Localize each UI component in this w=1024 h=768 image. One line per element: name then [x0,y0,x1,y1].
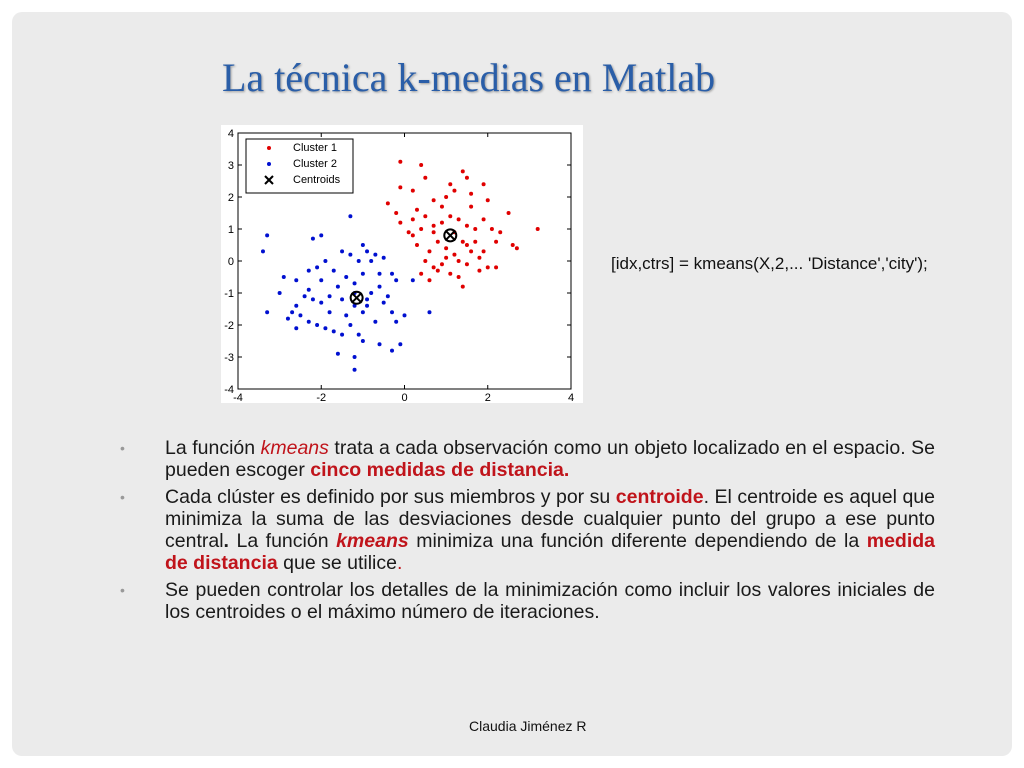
cluster2-point [298,313,302,317]
cluster1-point [507,211,511,215]
code-snippet: [idx,ctrs] = kmeans(X,2,... 'Distance','city'); [611,254,928,273]
cluster1-point [490,227,494,231]
cluster2-point [323,259,327,263]
cluster1-point [432,265,436,269]
bullet-text: Cada clúster es definido por sus miembros y por su [165,486,616,508]
cluster1-point [419,272,423,276]
slide-title: La técnica k-medias en Matlab [222,55,716,100]
cluster2-point [278,291,282,295]
cluster1-point [411,189,415,193]
cluster2-point [319,278,323,282]
cluster2-point [307,269,311,273]
cluster2-point [365,297,369,301]
bullet-marker: • [120,582,125,598]
bullet-marker: • [120,489,125,505]
y-tick-label: -4 [224,384,234,396]
bullet-text: Se pueden controlar los detalles de la minimización como incluir los valores iniciales de los centroides o el máximo número de iteraciones. [165,579,935,623]
legend-marker-cluster2 [267,162,271,166]
cluster2-point [357,333,361,337]
legend-label: Cluster 1 [293,142,338,154]
scatter-plot [221,125,583,403]
cluster1-point [398,160,402,164]
cluster1-point [398,221,402,225]
cluster1-point [423,259,427,263]
cluster2-point [286,317,290,321]
cluster1-point [415,243,419,247]
cluster1-point [419,227,423,231]
cluster1-point [440,205,444,209]
cluster2-point [340,333,344,337]
cluster1-point [419,163,423,167]
cluster1-point [423,176,427,180]
cluster2-point [332,329,336,333]
cluster1-point [465,262,469,266]
cluster2-point [315,323,319,327]
cluster1-point [427,249,431,253]
y-tick-label: 0 [227,256,234,268]
cluster2-point [348,323,352,327]
bullet-text: que se utilice [277,552,397,574]
cluster2-point [348,214,352,218]
cluster1-point [469,249,473,253]
cluster2-point [340,297,344,301]
cluster2-point [394,278,398,282]
cluster1-point [461,169,465,173]
cluster1-point [457,259,461,263]
bullet-list [120,437,935,628]
cluster1-point [494,265,498,269]
cluster2-point [265,233,269,237]
cluster2-point [427,310,431,314]
cluster2-point [369,259,373,263]
bullet-item [120,437,935,481]
footer-author: Claudia Jiménez R [469,718,587,734]
cluster2-point [378,342,382,346]
cluster1-point [386,201,390,205]
cluster1-point [473,227,477,231]
cluster1-point [469,205,473,209]
y-tick-label: 4 [227,128,234,140]
cluster2-point [319,233,323,237]
cluster1-point [457,217,461,221]
y-tick-label: -2 [224,320,234,332]
cluster2-point [336,285,340,289]
cluster2-point [340,249,344,253]
cluster1-point [494,240,498,244]
cluster1-point [473,240,477,244]
cluster2-point [344,313,348,317]
cluster1-point [436,269,440,273]
cluster2-point [373,253,377,257]
cluster2-point [361,310,365,314]
cluster2-point [357,259,361,263]
cluster1-point [432,198,436,202]
cluster2-point [282,275,286,279]
bullet-item [120,486,935,574]
cluster1-point [448,272,452,276]
cluster2-point [394,320,398,324]
keyword-kmeans: kmeans [336,530,409,552]
cluster2-point [398,342,402,346]
cluster2-point [353,281,357,285]
keyword-distance-measures: cinco medidas de distancia. [310,459,570,481]
cluster1-point [461,285,465,289]
cluster1-point [482,249,486,253]
cluster2-point [294,304,298,308]
cluster1-point [515,246,519,250]
cluster2-point [361,243,365,247]
cluster2-point [411,278,415,282]
cluster2-point [378,272,382,276]
cluster1-point [432,224,436,228]
x-tick-label: 0 [401,392,408,403]
cluster1-point [436,240,440,244]
cluster2-point [353,355,357,359]
cluster2-point [390,310,394,314]
cluster1-point [482,217,486,221]
cluster1-point [469,192,473,196]
cluster2-point [294,278,298,282]
cluster2-point [382,256,386,260]
cluster2-point [353,368,357,372]
cluster1-point [444,195,448,199]
cluster2-point [365,304,369,308]
cluster2-point [361,272,365,276]
y-tick-label: 2 [227,192,234,204]
keyword-distance-measure: medida de distancia [165,530,936,574]
cluster2-point [332,269,336,273]
red-period: . [396,552,403,574]
cluster2-point [328,294,332,298]
cluster1-point [394,211,398,215]
cluster1-point [407,230,411,234]
bullet-text: . El centroide es aquel que minimiza la suma de las desviaciones desde cualquier punto del grupo a ese punto central [165,486,935,552]
cluster2-point [382,301,386,305]
keyword-kmeans: kmeans [260,437,329,459]
legend-label: Cluster 2 [293,158,338,170]
cluster1-point [448,182,452,186]
cluster2-point [390,272,394,276]
cluster1-point [536,227,540,231]
cluster2-point [261,249,265,253]
cluster2-point [344,275,348,279]
legend-marker-cluster1 [267,146,271,150]
cluster2-point [390,349,394,353]
cluster1-point [465,224,469,228]
cluster1-point [511,243,515,247]
cluster2-point [307,288,311,292]
cluster1-point [411,233,415,237]
cluster2-point [294,326,298,330]
cluster2-point [373,320,377,324]
bold-period: . [223,530,229,552]
cluster1-point [444,246,448,250]
x-tick-label: 2 [484,392,491,403]
cluster1-point [440,221,444,225]
y-tick-label: 3 [227,160,234,172]
cluster1-point [415,208,419,212]
cluster1-point [486,265,490,269]
cluster1-point [411,217,415,221]
cluster1-point [398,185,402,189]
cluster2-point [336,352,340,356]
cluster1-point [477,269,481,273]
cluster1-point [486,198,490,202]
cluster2-point [328,310,332,314]
cluster1-point [427,278,431,282]
cluster1-point [457,275,461,279]
cluster1-point [432,230,436,234]
cluster1-point [423,214,427,218]
bullet-item [120,579,935,623]
cluster2-point [303,294,307,298]
cluster2-point [386,294,390,298]
cluster2-point [369,291,373,295]
x-tick-label: -2 [316,392,327,403]
x-tick-label: 4 [567,392,575,403]
cluster2-point [265,310,269,314]
x-tick-label: -4 [233,392,243,403]
cluster1-point [482,182,486,186]
cluster2-point [315,265,319,269]
cluster1-point [461,240,465,244]
cluster1-point [440,262,444,266]
cluster2-point [319,301,323,305]
cluster2-point [365,249,369,253]
legend-label: Centroids [293,174,341,186]
cluster2-point [311,297,315,301]
cluster2-point [307,320,311,324]
y-tick-label: -3 [224,352,234,364]
bullet-text: La función [165,437,261,459]
cluster2-point [311,237,315,241]
bullet-text: La función [228,530,337,552]
cluster2-point [290,310,294,314]
cluster1-point [498,230,502,234]
cluster2-point [323,326,327,330]
y-tick-label: 1 [227,224,234,236]
cluster1-point [444,256,448,260]
bullet-text: minimiza una función diferente dependiendo de la [408,530,867,552]
keyword-centroid: centroide [615,486,704,508]
bullet-text: trata a cada observación como un objeto localizado en el espacio. Se pueden escoger [165,437,935,481]
cluster1-point [477,256,481,260]
cluster1-point [465,243,469,247]
cluster1-point [448,214,452,218]
cluster1-point [465,176,469,180]
cluster2-point [348,253,352,257]
bullet-marker: • [120,440,125,456]
cluster2-point [403,313,407,317]
cluster2-point [361,339,365,343]
y-tick-label: -1 [224,288,234,300]
cluster2-point [378,285,382,289]
cluster1-point [452,189,456,193]
cluster1-point [452,253,456,257]
